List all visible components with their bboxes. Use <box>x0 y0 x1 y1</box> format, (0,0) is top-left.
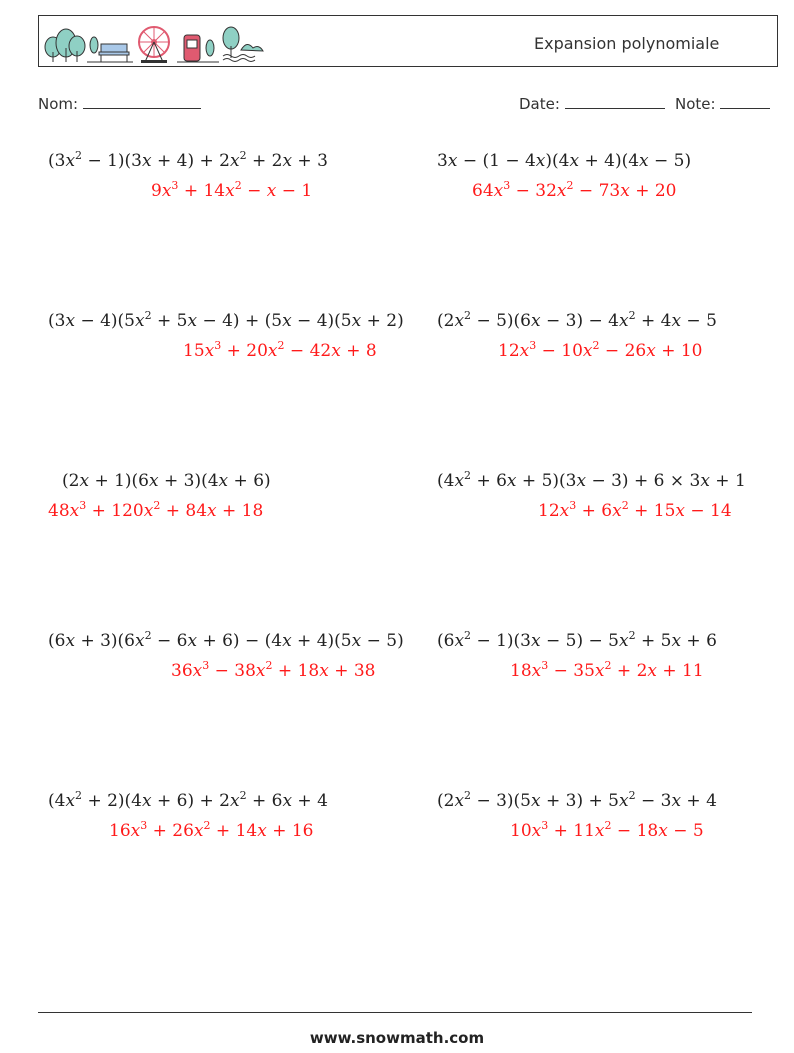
math-text: 18 <box>510 661 532 681</box>
problem-2-question <box>437 151 691 171</box>
math-variable: x <box>65 311 76 331</box>
problem-1-answer <box>151 181 312 201</box>
math-variable: x <box>65 631 76 651</box>
math-text: − 1 <box>276 181 313 201</box>
date-label: Date: <box>519 95 560 113</box>
math-text: + 6 <box>471 471 507 491</box>
math-exponent: 3 <box>171 179 179 192</box>
math-variable: x <box>282 631 292 651</box>
math-variable: x <box>351 311 362 331</box>
math-variable: x <box>531 821 542 841</box>
math-text: − 14 <box>684 501 732 521</box>
math-text: + 4 <box>292 791 328 811</box>
math-text: + 2 <box>611 661 648 681</box>
math-text: − 4)(5 <box>291 311 352 331</box>
math-variable: x <box>282 311 292 331</box>
math-variable: x <box>531 631 541 651</box>
math-variable: x <box>576 471 587 491</box>
math-text: (4 <box>437 471 455 491</box>
math-text: − 5) <box>648 151 692 171</box>
math-text: − 32 <box>510 181 557 201</box>
math-text: − 5)(6 <box>471 311 531 331</box>
math-text: )(4 <box>545 151 570 171</box>
problem-5-answer <box>48 501 263 521</box>
page-title: Expansion polynomiale <box>534 34 720 53</box>
math-text: + 10 <box>655 341 703 361</box>
math-variable: x <box>267 341 278 361</box>
math-text: + 20 <box>629 181 677 201</box>
problem-8-answer <box>510 661 704 681</box>
problem-7-answer <box>171 661 375 681</box>
name-label: Nom: <box>38 95 79 113</box>
math-text: − 73 <box>573 181 621 201</box>
footer-rule <box>38 1012 752 1013</box>
math-variable: x <box>447 151 458 171</box>
math-text: + 6) − (4 <box>197 631 283 651</box>
math-exponent: 2 <box>144 309 152 322</box>
math-exponent: 3 <box>541 819 549 832</box>
math-text: (6 <box>437 631 455 651</box>
math-exponent: 2 <box>153 499 161 512</box>
math-text: + 18 <box>216 501 264 521</box>
math-variable: x <box>569 151 580 171</box>
math-variable: x <box>143 501 154 521</box>
math-variable: x <box>218 471 229 491</box>
math-exponent: 3 <box>79 499 87 512</box>
math-text: 3 <box>437 151 448 171</box>
math-text: − 4) + (5 <box>197 311 283 331</box>
math-text: + 16 <box>266 821 314 841</box>
problem-2-answer <box>472 181 676 201</box>
math-variable: x <box>130 821 141 841</box>
math-variable: x <box>229 151 240 171</box>
math-text: + 14 <box>178 181 226 201</box>
math-text: − 3)(5 <box>471 791 531 811</box>
math-variable: x <box>582 341 593 361</box>
math-variable: x <box>531 791 541 811</box>
problem-1-question <box>48 151 328 171</box>
math-variable: x <box>187 311 198 331</box>
math-text: + 6 <box>681 631 717 651</box>
math-variable: x <box>646 341 656 361</box>
footer-url[interactable]: www.snowmath.com <box>309 1029 485 1047</box>
math-text: + 5)(3 <box>516 471 577 491</box>
math-text: + 11 <box>656 661 704 681</box>
math-text: + 4)(4 <box>579 151 640 171</box>
math-exponent: 3 <box>529 339 537 352</box>
math-exponent: 2 <box>75 789 83 802</box>
problem-10-question <box>437 791 717 811</box>
math-variable: x <box>618 311 629 331</box>
math-text: 16 <box>109 821 131 841</box>
math-exponent: 3 <box>202 659 210 672</box>
math-exponent: 2 <box>239 789 247 802</box>
math-text: + 6 <box>576 501 613 521</box>
math-text: + 3 <box>292 151 328 171</box>
problem-4-answer <box>498 341 702 361</box>
math-variable: x <box>331 341 341 361</box>
math-text: (3 <box>48 151 66 171</box>
math-text: 36 <box>171 661 193 681</box>
math-text: + 2 <box>246 151 283 171</box>
park-illustration-icon <box>41 18 271 64</box>
name-blank[interactable] <box>83 94 201 109</box>
math-variable: x <box>204 341 215 361</box>
math-variable: x <box>257 821 267 841</box>
math-text: − 18 <box>611 821 659 841</box>
problem-7-question <box>48 631 404 651</box>
math-exponent: 2 <box>464 789 472 802</box>
problem-5-question <box>62 471 271 491</box>
math-text: 64 <box>472 181 494 201</box>
math-variable: x <box>506 471 517 491</box>
problem-9-question <box>48 791 328 811</box>
grade-label: Note: <box>675 95 716 113</box>
math-text: − 6 <box>151 631 188 651</box>
math-text: − 42 <box>284 341 332 361</box>
math-text: + 3) + 5 <box>540 791 619 811</box>
math-text: − 1)(3 <box>82 151 142 171</box>
math-text: + 20 <box>221 341 268 361</box>
math-variable: x <box>620 181 630 201</box>
math-variable: x <box>193 821 204 841</box>
math-variable: x <box>454 311 465 331</box>
math-text: − 35 <box>548 661 595 681</box>
math-variable: x <box>229 791 240 811</box>
math-variable: x <box>454 791 465 811</box>
math-text: (4 <box>48 791 66 811</box>
math-exponent: 2 <box>464 309 472 322</box>
math-text: − 4)(5 <box>75 311 135 331</box>
math-text: + 4)(5 <box>291 631 352 651</box>
math-variable: x <box>282 791 293 811</box>
date-blank[interactable] <box>565 94 665 109</box>
math-exponent: 2 <box>566 179 574 192</box>
problem-9-answer <box>109 821 313 841</box>
math-text: + 8 <box>340 341 377 361</box>
math-variable: x <box>594 661 605 681</box>
math-variable: x <box>135 631 145 651</box>
math-text: 12 <box>538 501 560 521</box>
math-text: − 5) − 5 <box>540 631 619 651</box>
header-box <box>38 15 778 67</box>
math-variable: x <box>266 181 277 201</box>
math-text: (2 <box>437 791 455 811</box>
math-text: + 26 <box>147 821 194 841</box>
math-text: − 10 <box>536 341 583 361</box>
math-variable: x <box>675 501 685 521</box>
math-variable: x <box>135 311 145 331</box>
math-variable: x <box>69 501 80 521</box>
math-text: (2 <box>62 471 80 491</box>
math-text: 12 <box>498 341 520 361</box>
math-variable: x <box>671 311 682 331</box>
problem-3-answer <box>183 341 377 361</box>
math-text: + 14 <box>210 821 258 841</box>
math-exponent: 3 <box>214 339 222 352</box>
math-variable: x <box>454 631 465 651</box>
problem-3-question <box>48 311 404 331</box>
math-exponent: 2 <box>628 789 636 802</box>
math-variable: x <box>671 791 682 811</box>
math-text: + 1 <box>709 471 746 491</box>
math-exponent: 2 <box>203 819 211 832</box>
math-exponent: 2 <box>604 819 612 832</box>
math-variable: x <box>142 151 152 171</box>
math-text: − <box>241 181 267 201</box>
problem-8-question <box>437 631 717 651</box>
math-variable: x <box>255 661 266 681</box>
math-variable: x <box>531 311 541 331</box>
math-text: − 5 <box>681 311 717 331</box>
math-variable: x <box>639 151 649 171</box>
math-variable: x <box>225 181 235 201</box>
math-text: + 18 <box>272 661 320 681</box>
math-text: − 3 <box>635 791 672 811</box>
math-variable: x <box>493 181 504 201</box>
math-exponent: 2 <box>464 469 472 482</box>
math-text: (2 <box>437 311 455 331</box>
math-variable: x <box>556 181 567 201</box>
problem-6-question <box>437 471 746 491</box>
math-variable: x <box>161 181 172 201</box>
math-text: + 3)(4 <box>158 471 219 491</box>
math-variable: x <box>559 501 570 521</box>
math-variable: x <box>282 151 293 171</box>
math-text: + 15 <box>628 501 676 521</box>
math-variable: x <box>454 471 465 491</box>
math-text: + 1)(6 <box>89 471 149 491</box>
math-variable: x <box>531 661 542 681</box>
problem-6-answer <box>538 501 732 521</box>
math-text: + 4 <box>635 311 672 331</box>
math-variable: x <box>351 631 362 651</box>
math-exponent: 2 <box>621 499 629 512</box>
math-variable: x <box>647 661 657 681</box>
math-variable: x <box>207 501 217 521</box>
math-variable: x <box>79 471 90 491</box>
math-exponent: 2 <box>628 629 636 642</box>
math-exponent: 2 <box>144 629 152 642</box>
problem-10-answer <box>510 821 704 841</box>
math-text: + 11 <box>548 821 595 841</box>
math-variable: x <box>149 471 159 491</box>
math-text: + 2) <box>361 311 404 331</box>
math-variable: x <box>519 341 530 361</box>
math-text: − (1 − 4 <box>457 151 536 171</box>
math-text: − 3) − 4 <box>540 311 619 331</box>
math-variable: x <box>658 821 668 841</box>
math-text: + 120 <box>86 501 144 521</box>
math-exponent: 2 <box>265 659 273 672</box>
math-text: + 6) + 2 <box>151 791 230 811</box>
math-variable: x <box>187 631 198 651</box>
math-text: + 4) + 2 <box>151 151 230 171</box>
math-exponent: 3 <box>569 499 577 512</box>
math-variable: x <box>618 631 629 651</box>
math-text: + 5 <box>151 311 188 331</box>
math-exponent: 2 <box>277 339 285 352</box>
math-text: (6 <box>48 631 66 651</box>
math-exponent: 2 <box>75 149 83 162</box>
math-text: − 5) <box>361 631 404 651</box>
math-exponent: 2 <box>628 309 636 322</box>
math-variable: x <box>700 471 710 491</box>
math-exponent: 3 <box>140 819 148 832</box>
math-exponent: 2 <box>592 339 600 352</box>
math-exponent: 2 <box>464 629 472 642</box>
math-text: + 84 <box>160 501 208 521</box>
math-exponent: 2 <box>239 149 247 162</box>
name-field <box>38 94 201 113</box>
math-text: − 1)(3 <box>471 631 531 651</box>
math-variable: x <box>65 151 76 171</box>
math-exponent: 3 <box>541 659 549 672</box>
math-text: + 2)(4 <box>82 791 142 811</box>
math-variable: x <box>142 791 152 811</box>
math-variable: x <box>319 661 329 681</box>
math-text: 15 <box>183 341 205 361</box>
math-exponent: 2 <box>604 659 612 672</box>
math-text: − 3) + 6 × 3 <box>586 471 701 491</box>
math-text: 9 <box>151 181 162 201</box>
math-text: + 38 <box>328 661 376 681</box>
date-field <box>519 94 665 113</box>
math-variable: x <box>612 501 622 521</box>
math-text: 10 <box>510 821 532 841</box>
math-text: − 38 <box>209 661 256 681</box>
math-text: 48 <box>48 501 70 521</box>
math-text: + 6) <box>228 471 271 491</box>
math-text: − 5 <box>667 821 704 841</box>
math-text: + 6 <box>246 791 283 811</box>
math-variable: x <box>192 661 203 681</box>
math-text: − 26 <box>599 341 647 361</box>
math-variable: x <box>618 791 629 811</box>
math-text: + 4 <box>681 791 717 811</box>
math-text: (3 <box>48 311 66 331</box>
math-variable: x <box>65 791 76 811</box>
math-exponent: 2 <box>234 179 242 192</box>
math-variable: x <box>671 631 682 651</box>
grade-field <box>675 94 770 113</box>
math-text: + 3)(6 <box>75 631 135 651</box>
math-text: + 5 <box>635 631 672 651</box>
grade-blank[interactable] <box>720 94 770 109</box>
math-exponent: 3 <box>503 179 511 192</box>
problem-4-question <box>437 311 717 331</box>
math-variable: x <box>594 821 605 841</box>
math-variable: x <box>535 151 546 171</box>
